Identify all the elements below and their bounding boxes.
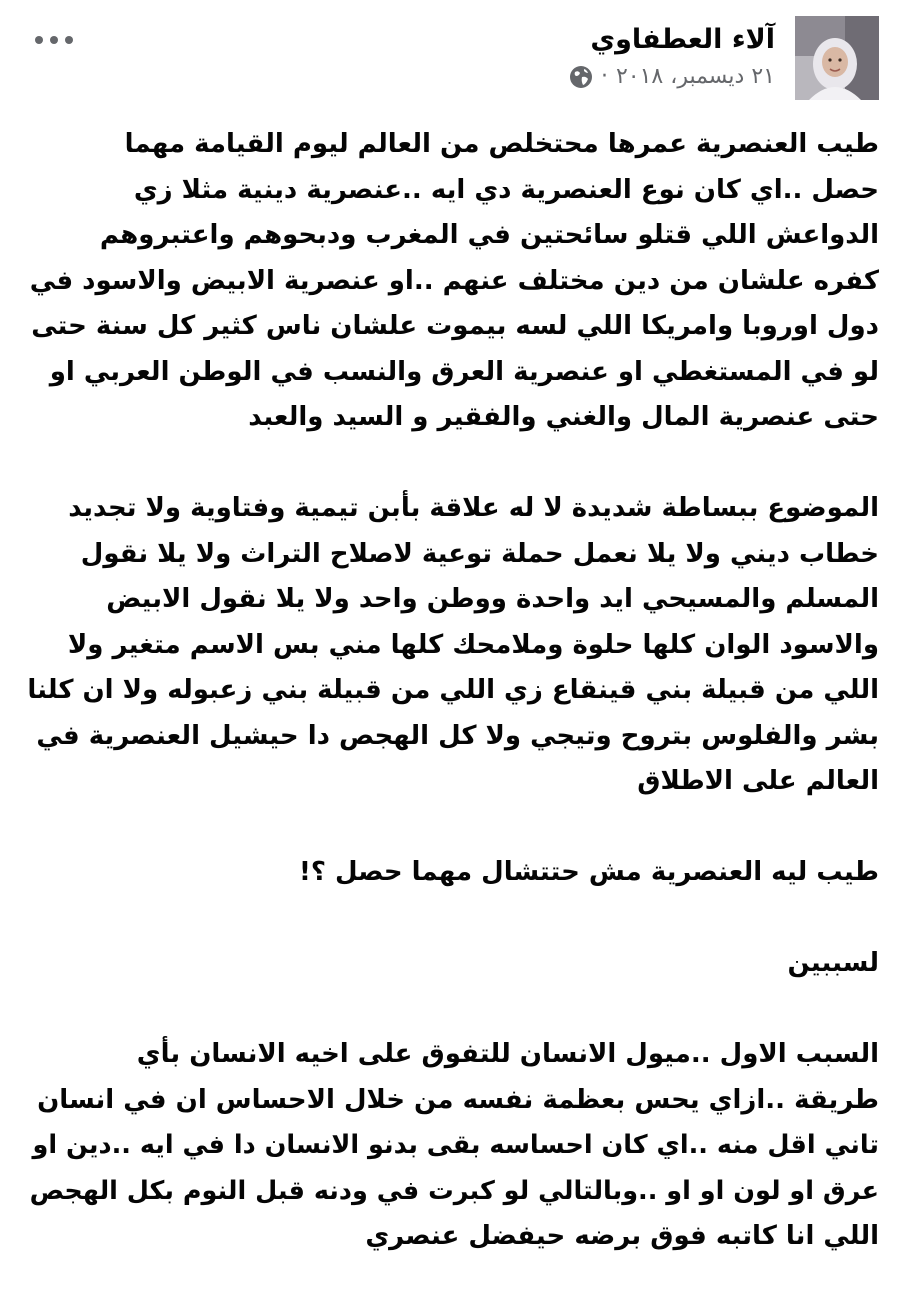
meta-separator: ·: [600, 64, 608, 89]
text-line: السبب الاول ..ميول الانسان للتفوق على اخيه الانسان بأي: [136, 1039, 879, 1069]
text-line: الموضوع ببساطة شديدة لا له علاقة بأبن تيمية وفتاوية ولا تجديد: [68, 493, 879, 523]
text-line: تاني اقل منه ..اي كان احساسه بقى بدنو الانسان دا في ايه ..دين او: [32, 1130, 879, 1160]
post-header: [24, 14, 879, 106]
text-line: المسلم والمسيحي ايد واحدة ووطن واحد ولا يلا نقول الابيض: [106, 584, 879, 614]
text-line: العالم على الاطلاق: [637, 766, 879, 796]
post-paragraph: [24, 122, 879, 441]
avatar-image: [795, 16, 879, 100]
more-dots-icon: [34, 35, 74, 45]
post-date[interactable]: ٢١ ديسمبر، ٢٠١٨: [615, 64, 775, 89]
author-block: [569, 22, 775, 89]
text-line: لسببين: [787, 948, 879, 978]
text-line: اللي انا كاتبه فوق برضه حيفضل عنصري: [365, 1221, 879, 1251]
more-options-button[interactable]: [32, 26, 76, 54]
text-line: دول اوروبا وامريكا اللي لسه بيموت علشان ناس كثير كل سنة حتى: [31, 311, 879, 341]
text-line: حتى عنصرية المال والغني والفقير و السيد والعبد: [248, 402, 879, 432]
avatar[interactable]: [795, 16, 879, 100]
author-name[interactable]: آلاء العطفاوي: [590, 24, 775, 55]
text-line: طريقة ..ازاي يحس بعظمة نفسه من خلال الاحساس ان في انسان: [37, 1084, 879, 1115]
post-meta: [569, 64, 775, 89]
text-line: لو في المستغطي او عنصرية العرق والنسب في الوطن العربي او: [49, 356, 879, 387]
text-line: بشر والفلوس بتروح وتيجي ولا كل الهجص دا حيشيل العنصرية في: [36, 720, 879, 751]
post-paragraph: [24, 1032, 879, 1260]
text-line: طيب العنصرية عمرها محتخلص من العالم ليوم القيامة مهما: [124, 129, 879, 159]
text-line: كفره علشان من دين مختلف عنهم ..او عنصرية الابيض والاسود في: [29, 265, 879, 296]
post-paragraph: [24, 941, 879, 987]
post-paragraph: [24, 850, 879, 896]
text-line: طيب ليه العنصرية مش حتتشال مهما حصل ؟!: [299, 857, 879, 887]
text-line: والاسود الوان كلها حلوة وملامحك كلها مني بس الاسم متغير ولا: [67, 629, 879, 660]
post-body: [24, 122, 879, 1305]
post-paragraph: [24, 486, 879, 805]
globe-icon: [569, 65, 593, 89]
text-line: اللي من قبيلة بني قينقاع زي اللي من قبيلة بني زعبوله ولا ان كلنا: [27, 675, 879, 705]
text-line: الدواعش اللي قتلو سائحتين في المغرب ودبحوهم واعتبروهم: [99, 220, 879, 250]
text-line: خطاب ديني ولا يلا نعمل حملة توعية لاصلاح التراث ولا يلا نقول: [80, 538, 879, 569]
text-line: حصل ..اي كان نوع العنصرية دي ايه ..عنصرية دينية مثلا زي: [133, 174, 879, 205]
text-line: عرق او لون او او ..وبالتالي لو كبرت في ودنه قبل النوم بكل الهجص: [29, 1175, 879, 1206]
